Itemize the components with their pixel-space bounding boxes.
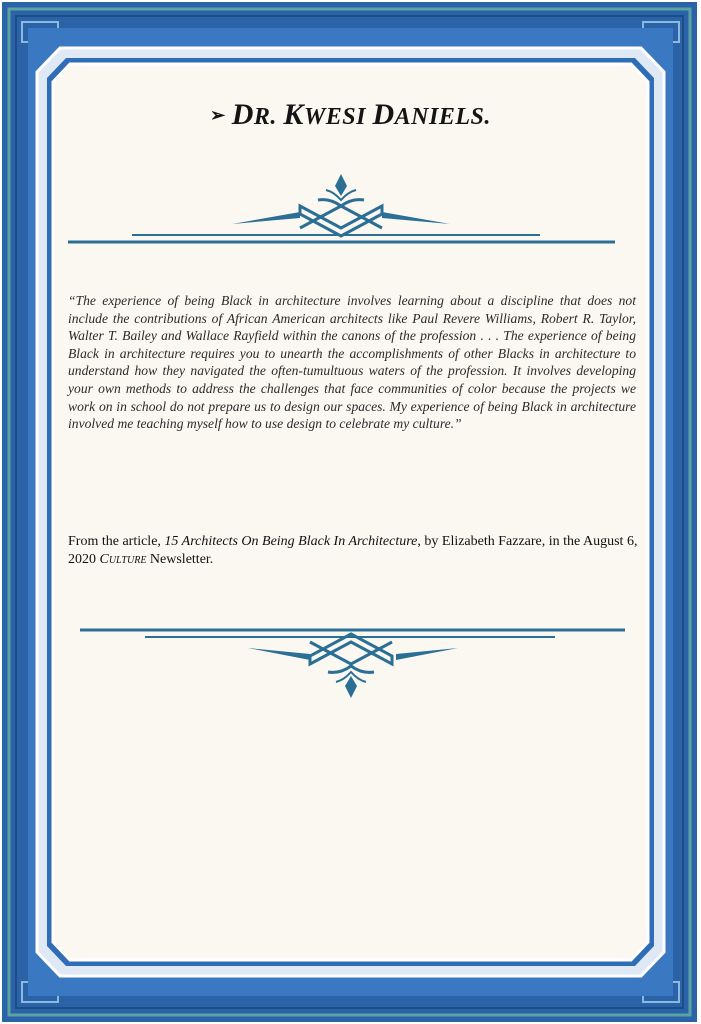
publication-name: Culture: [99, 552, 147, 567]
citation-suffix: Newsletter.: [146, 552, 214, 567]
page-title: ➢ DR. KWESI DANIELS.: [210, 98, 491, 131]
quote-paragraph: “The experience of being Black in architecture involves learning about a discipline that does not include the contributions of African American architects like Paul Revere Williams, Robert R. Taylor, Walter T. Bailey and Wallace Rayfield within the canons of the profession . . . The experience of being Black in architecture requires you to unearth the accomplishments of other Blacks in architecture to understand how they navigated the often-tumultuous waters of the profession. It involves developing your own methods to address the challenges that face communities of color because the projects we work on in school do not prepare us to design our spaces. My experience of being Black in architecture involved me teaching myself how to use design to celebrate my culture.”: [68, 293, 636, 432]
citation-prefix: From the article,: [68, 534, 165, 549]
citation-middle: , by Elizabeth Fazzare, in the August 6, 2020: [68, 534, 638, 567]
source-citation: [68, 533, 648, 569]
article-title: 15 Architects On Being Black In Architecture: [164, 534, 418, 549]
bullet-arrow-icon: ➢: [210, 105, 226, 125]
paper-area: [53, 64, 648, 960]
